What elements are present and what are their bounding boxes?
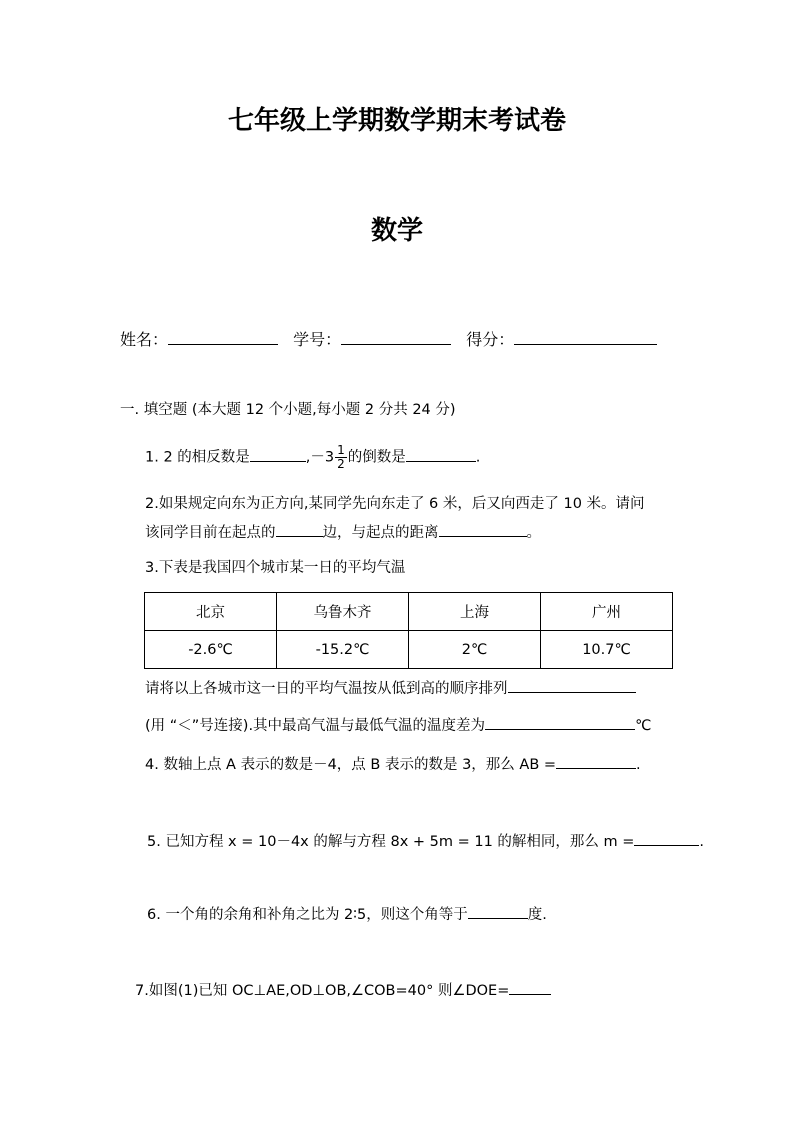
question-3-line-2 — [145, 713, 651, 736]
q5-end: . — [699, 834, 705, 850]
q1-blank-1[interactable] — [250, 445, 306, 462]
temperature-table — [144, 592, 673, 669]
q1-blank-2[interactable] — [406, 445, 476, 462]
q2-mid: 边，与起点的距离 — [322, 525, 439, 541]
city-cell: 北京 — [145, 593, 277, 631]
q1-fraction — [335, 444, 347, 471]
q4-blank[interactable] — [556, 752, 636, 769]
question-7 — [135, 978, 551, 1001]
q3-unit: ℃ — [635, 718, 652, 734]
table-row — [145, 631, 673, 669]
q6-blank[interactable] — [468, 902, 528, 919]
question-2-line-1: 2.如果规定向东为正方向,某同学先向东走了 6 米，后又向西走了 10 米。请问 — [145, 496, 645, 512]
q2-blank-2[interactable] — [439, 520, 527, 537]
score-blank[interactable] — [514, 328, 657, 345]
name-blank[interactable] — [168, 328, 278, 345]
question-2-line-2 — [145, 520, 541, 543]
temp-cell: 2℃ — [409, 631, 541, 669]
q2-end: 。 — [526, 525, 541, 541]
id-label: 学号： — [293, 330, 342, 349]
page-title: 七年级上学期数学期末考试卷 — [227, 106, 566, 136]
q1-mid: ,－3 — [305, 449, 335, 466]
q5-text: 5. 已知方程 x = 10－4x 的解与方程 8x + 5m = 11 的解相同，那么 m = — [147, 834, 635, 850]
q7-blank[interactable] — [509, 978, 551, 995]
temp-cell: -15.2℃ — [277, 631, 409, 669]
q3-blank-1[interactable] — [508, 676, 636, 693]
city-cell: 广州 — [541, 593, 673, 631]
page-subtitle: 数学 — [370, 216, 423, 246]
q6-end: 度. — [527, 907, 547, 923]
table-row — [145, 593, 673, 631]
question-3-line-1 — [145, 676, 636, 699]
q4-end: . — [636, 757, 641, 773]
id-blank[interactable] — [341, 328, 451, 345]
question-3-intro: 3.下表是我国四个城市某一日的平均气温 — [145, 560, 406, 576]
q1-frac-den: 2 — [337, 457, 345, 471]
score-label: 得分： — [466, 330, 515, 349]
name-label: 姓名： — [120, 330, 169, 349]
q4-text: 4. 数轴上点 A 表示的数是－4，点 B 表示的数是 3，那么 AB = — [145, 757, 557, 773]
q3-line1-text: 请将以上各城市这一日的平均气温按从低到高的顺序排列 — [145, 681, 508, 697]
question-5 — [147, 829, 704, 852]
q2-prefix: 该同学目前在起点的 — [145, 525, 276, 541]
question-6 — [147, 902, 547, 925]
q3-blank-2[interactable] — [485, 713, 635, 730]
temp-cell: -2.6℃ — [145, 631, 277, 669]
q1-suffix: 的倒数是 — [347, 449, 406, 466]
q2-blank-1[interactable] — [276, 520, 323, 537]
q7-text: 7.如图(1)已知 OC⊥AE,OD⊥OB,∠COB=40° 则∠DOE= — [135, 983, 510, 999]
temp-cell: 10.7℃ — [541, 631, 673, 669]
q3-line2-text: (用 “＜”号连接).其中最高气温与最低气温的温度差为 — [145, 718, 486, 734]
q1-end: . — [475, 449, 481, 466]
city-cell: 上海 — [409, 593, 541, 631]
question-4 — [145, 752, 641, 775]
section-header: 一. 填空题 (本大题 12 个小题,每小题 2 分共 24 分) — [120, 402, 456, 418]
city-cell: 乌鲁木齐 — [277, 593, 409, 631]
q1-frac-num: 1 — [337, 443, 345, 457]
student-info-row — [120, 327, 657, 350]
question-1 — [145, 444, 480, 471]
q5-blank[interactable] — [634, 829, 699, 846]
q6-text: 6. 一个角的余角和补角之比为 2∶5，则这个角等于 — [147, 907, 468, 923]
q1-prefix: 1. 2 的相反数是 — [145, 449, 250, 466]
